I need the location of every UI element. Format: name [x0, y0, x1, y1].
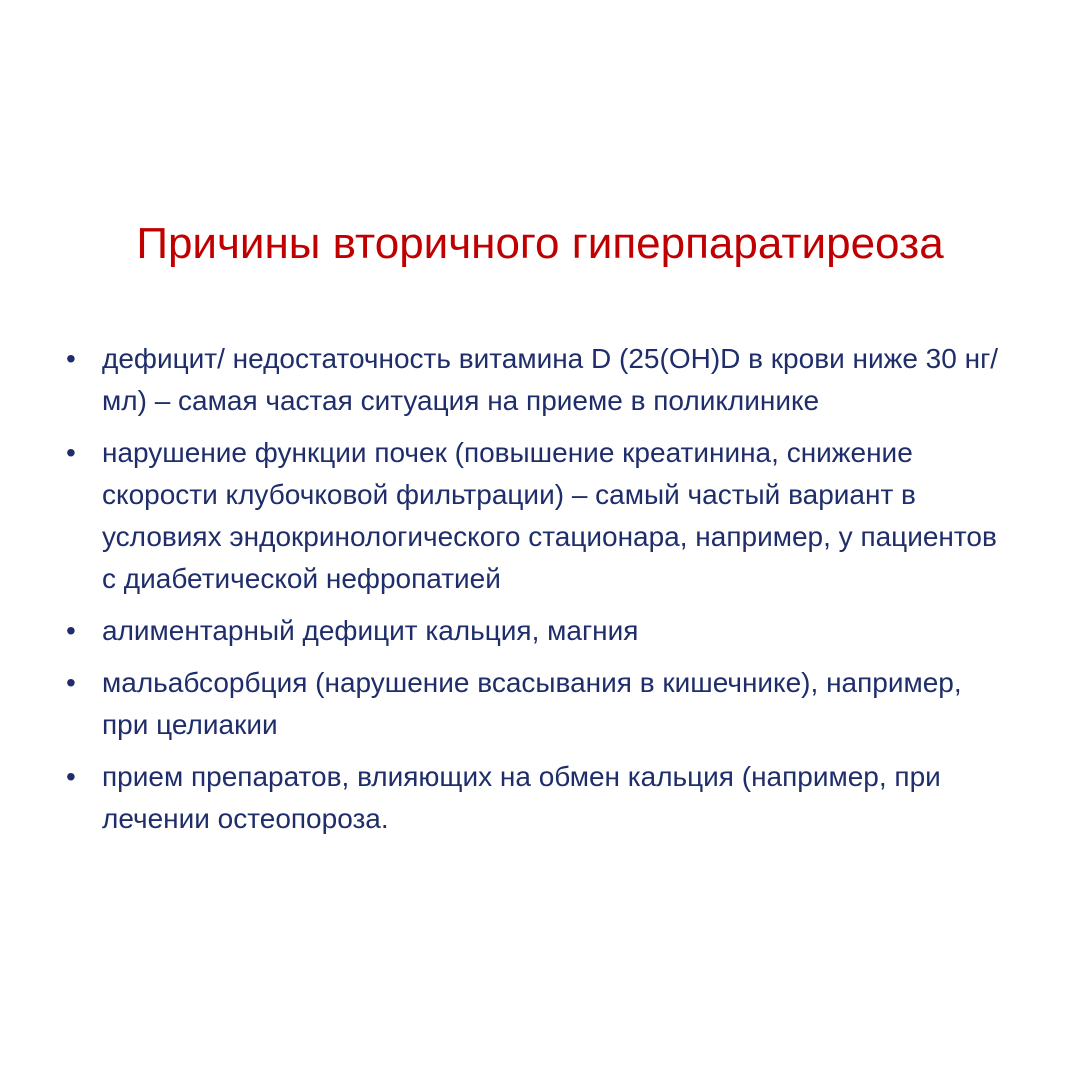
- bullet-dot-icon: •: [66, 437, 76, 468]
- bullet-text: алиментарный дефицит кальция, магния: [102, 615, 639, 646]
- bullet-text: дефицит/ недостаточность витамина D (25(OH)D в крови ниже 30 нг/мл) – самая частая ситуация на приеме в поликлинике: [102, 343, 999, 416]
- bullet-text: нарушение функции почек (повышение креатинина, снижение скорости клубочковой фильтрации) – самый частый вариант в условиях эндокринологического стационара, например, у пациентов с диабетической нефропатией: [102, 437, 997, 594]
- bullet-item-alimentary-deficit: [66, 610, 1006, 652]
- bullet-item-kidney-function: [66, 432, 1006, 600]
- bullet-item-vitamin-d: [66, 338, 1006, 422]
- bullet-item-medications: [66, 756, 1006, 840]
- slide-title: Причины вторичного гиперпаратиреоза: [136, 219, 944, 268]
- bullet-dot-icon: •: [66, 615, 76, 646]
- bullet-dot-icon: •: [66, 667, 76, 698]
- bullet-text: мальабсорбция (нарушение всасывания в кишечнике), например, при целиакии: [102, 667, 962, 740]
- bullet-text: прием препаратов, влияющих на обмен кальция (например, при лечении остеопороза.: [102, 761, 941, 834]
- bullet-dot-icon: •: [66, 761, 76, 792]
- bullet-dot-icon: •: [66, 343, 76, 374]
- bullet-item-malabsorption: [66, 662, 1006, 746]
- bullet-list: [66, 338, 1006, 850]
